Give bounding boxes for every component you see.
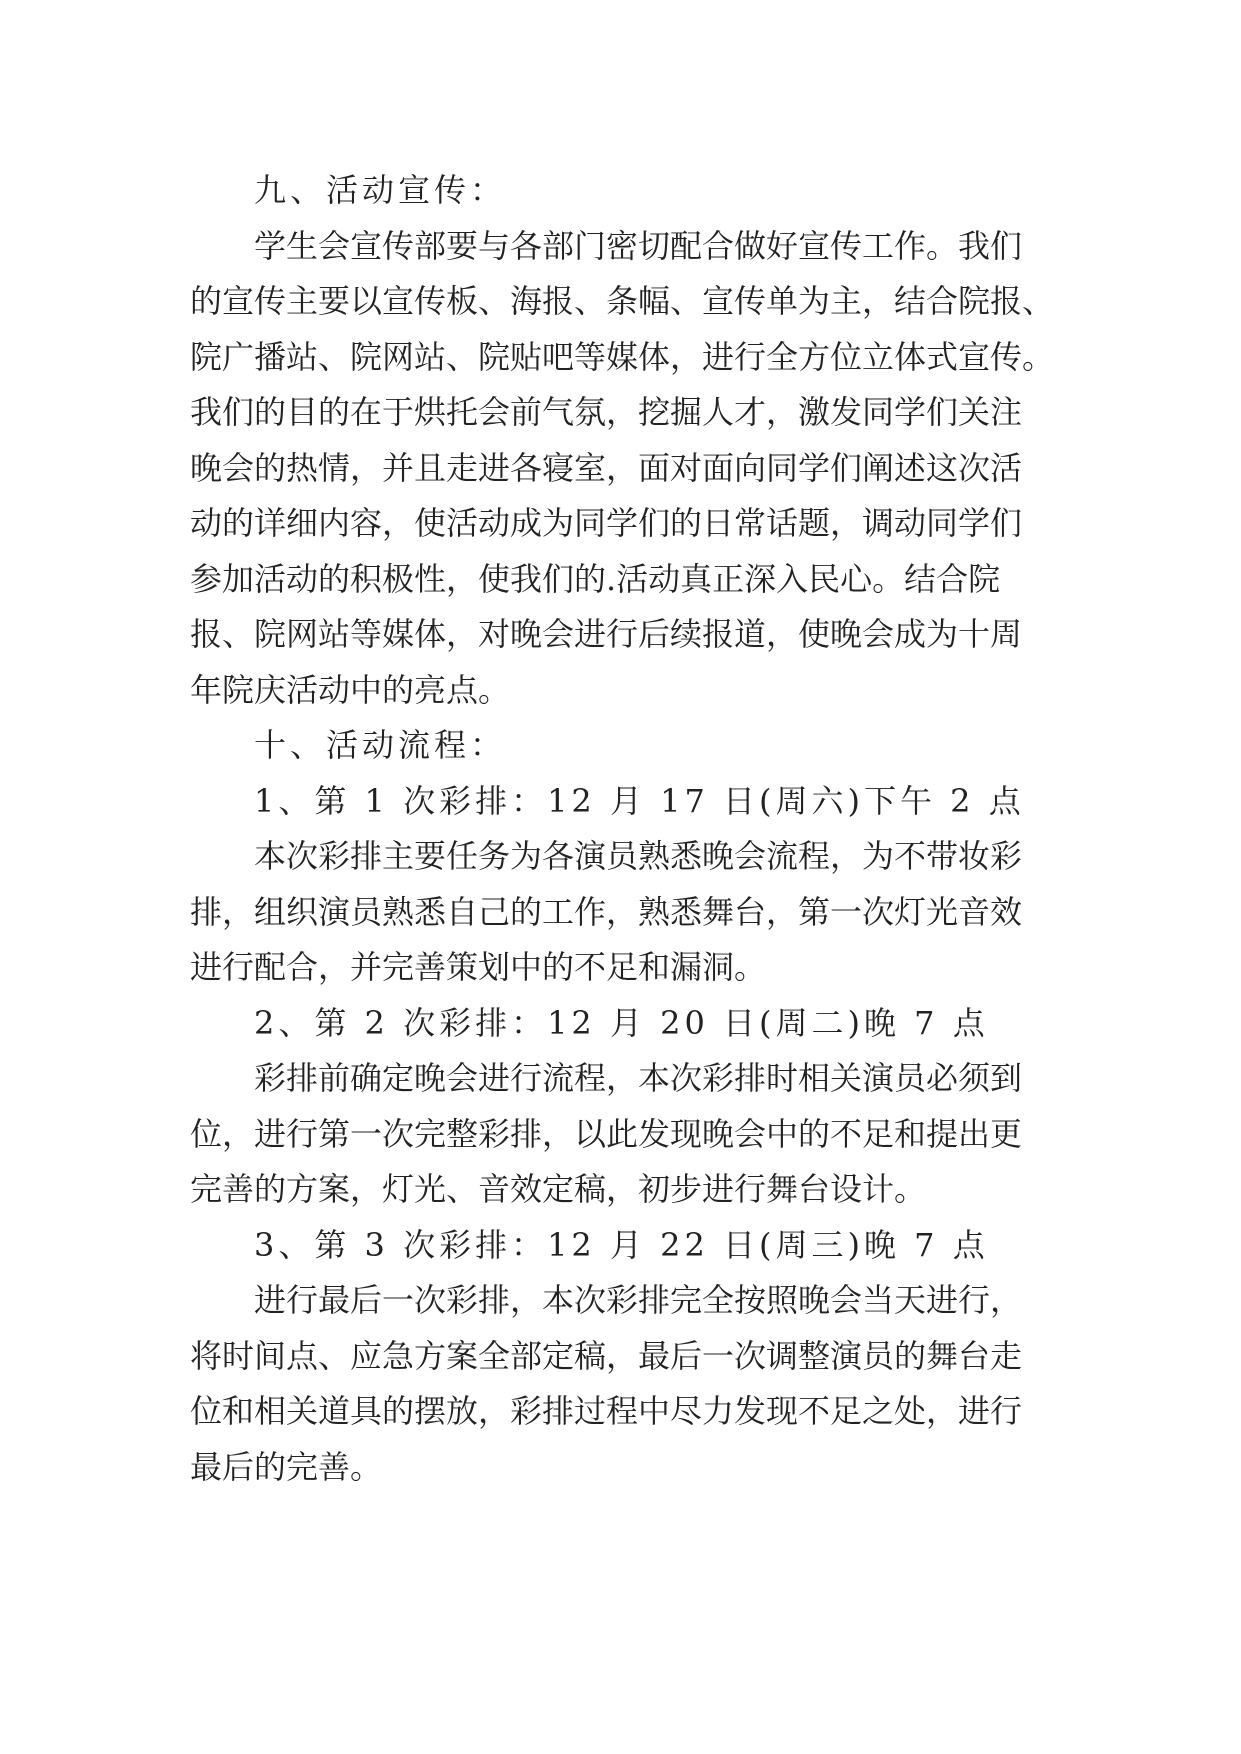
text-line: 排，组织演员熟悉自己的工作，熟悉舞台，第一次灯光音效 bbox=[190, 892, 1023, 931]
text-line: 的宣传主要以宣传板、海报、条幅、宣传单为主，结合院报、 bbox=[190, 282, 1055, 320]
text-line: 完善的方案，灯光、音效定稿，初步进行舞台设计。 bbox=[190, 1170, 927, 1208]
text-line: 彩排前确定晚会进行流程，本次彩排时相关演员必须到 bbox=[254, 1059, 1023, 1097]
text-line: 最后的完善。 bbox=[190, 1447, 383, 1486]
rehearsal-2-title: 2、第 2 次彩排：12 月 20 日(周二)晚 7 点 bbox=[254, 1003, 989, 1042]
text-line: 位和相关道具的摆放，彩排过程中尽力发现不足之处，进行 bbox=[190, 1392, 1023, 1430]
text-line: 位，进行第一次完整彩排，以此发现晚会中的不足和提出更 bbox=[190, 1114, 1023, 1153]
rehearsal-1-title: 1、第 1 次彩排：12 月 17 日(周六)下午 2 点 bbox=[254, 781, 1025, 820]
text-line: 将时间点、应急方案全部定稿，最后一次调整演员的舞台走 bbox=[190, 1336, 1023, 1375]
rehearsal-3-description bbox=[190, 1273, 1050, 1495]
paragraph-publicity bbox=[190, 219, 1055, 719]
text-line: 学生会宣传部要与各部门密切配合做好宣传工作。我们 bbox=[254, 226, 1023, 265]
document-body bbox=[190, 163, 1055, 1495]
section-heading-process: 十、活动流程： bbox=[254, 726, 507, 764]
text-line: 晚会的热情，并且走进各寝室，面对面向同学们阐述这次活 bbox=[190, 448, 1023, 487]
text-line: 院广播站、院网站、院贴吧等媒体，进行全方位立体式宣传。 bbox=[190, 337, 1055, 376]
text-line: 进行配合，并完善策划中的不足和漏洞。 bbox=[190, 948, 767, 986]
text-line: 我们的目的在于烘托会前气氛，挖掘人才，激发同学们关注 bbox=[190, 393, 1023, 431]
section-heading-publicity: 九、活动宣传： bbox=[254, 171, 507, 209]
text-line: 年院庆活动中的亮点。 bbox=[190, 670, 511, 709]
rehearsal-1-description bbox=[190, 829, 1050, 996]
text-line: 本次彩排主要任务为各演员熟悉晚会流程，为不带妆彩 bbox=[254, 837, 1023, 875]
text-line: 参加活动的积极性，使我们的.活动真正深入民心。结合院 bbox=[190, 559, 1001, 598]
rehearsal-3-title: 3、第 3 次彩排：12 月 22 日(周三)晚 7 点 bbox=[254, 1225, 989, 1264]
text-line: 进行最后一次彩排，本次彩排完全按照晚会当天进行， bbox=[254, 1281, 1023, 1319]
text-line: 动的详细内容，使活动成为同学们的日常话题，调动同学们 bbox=[190, 504, 1023, 542]
text-line: 报、院网站等媒体，对晚会进行后续报道，使晚会成为十周 bbox=[190, 615, 1023, 653]
rehearsal-2-description bbox=[190, 1051, 1050, 1218]
